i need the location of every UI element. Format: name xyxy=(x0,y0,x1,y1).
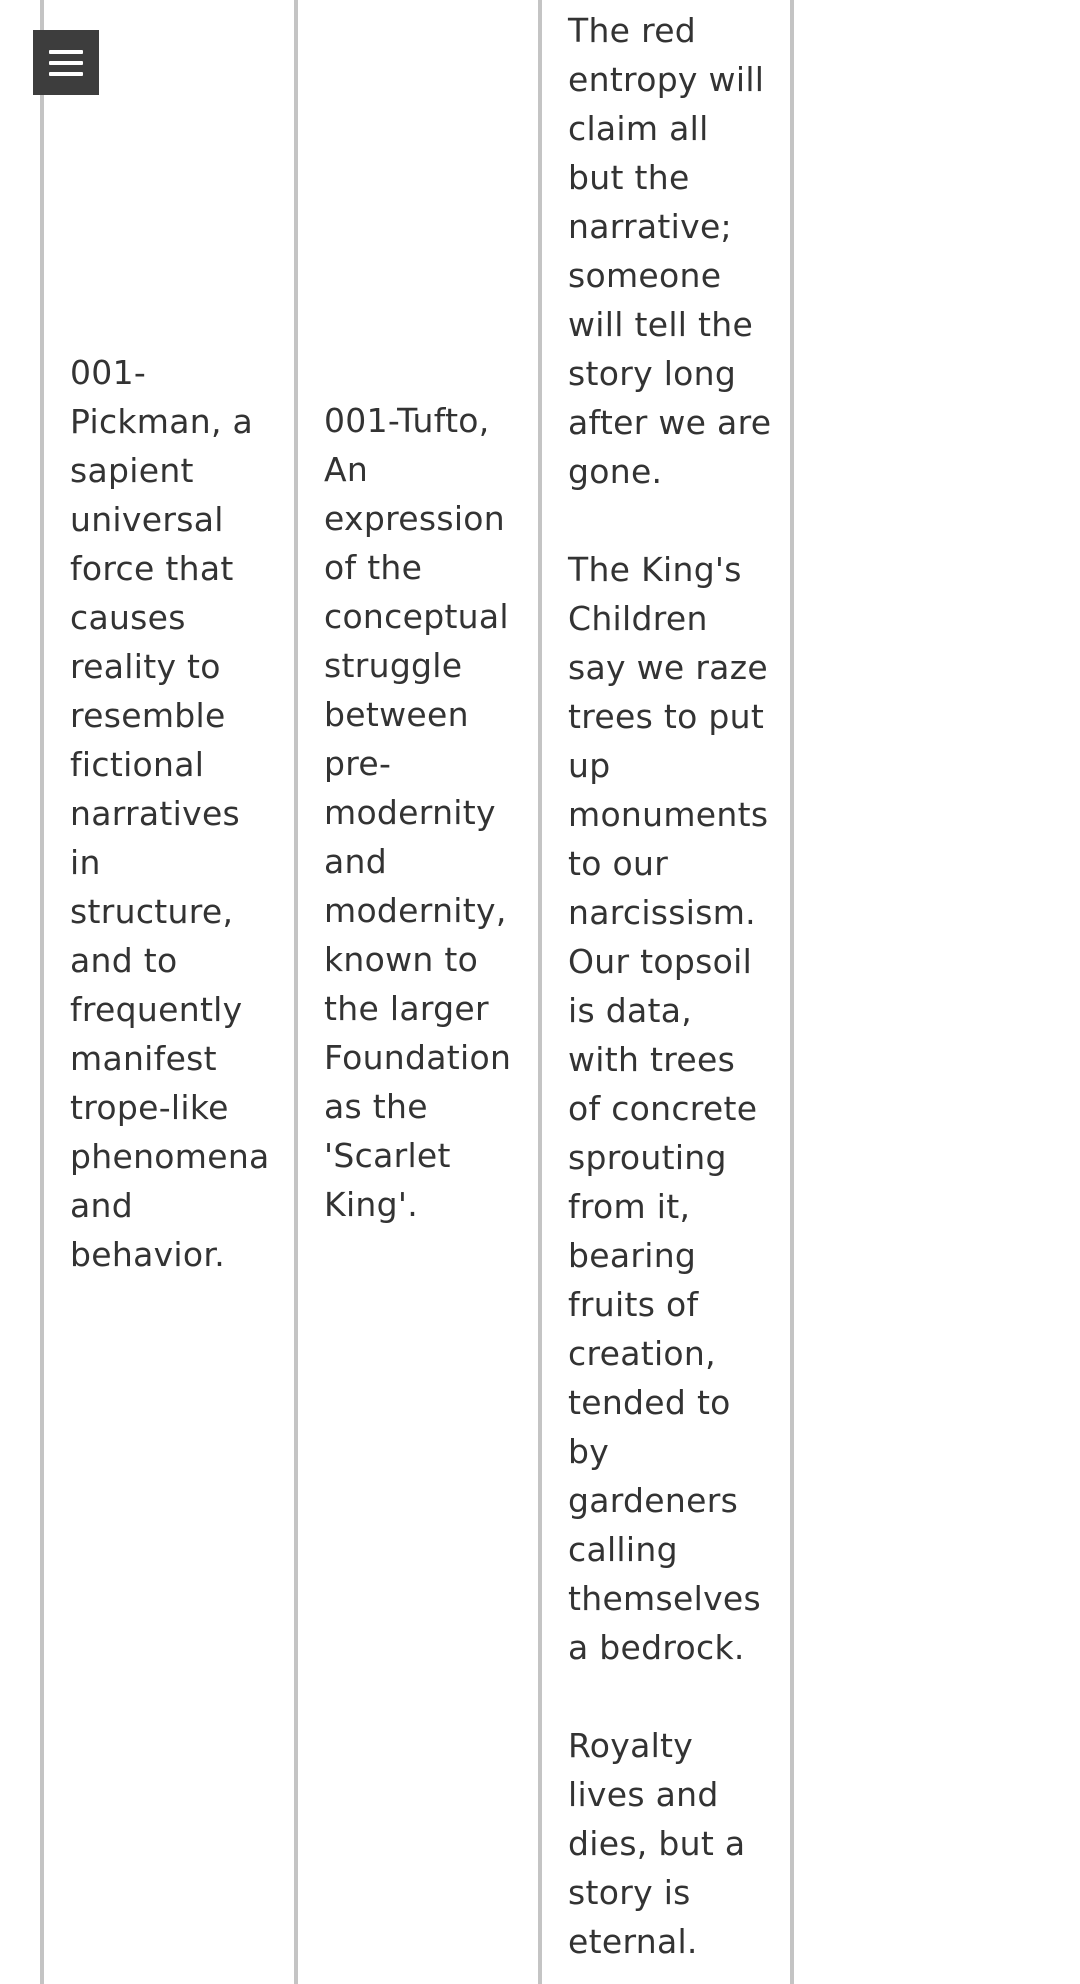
table-border-left xyxy=(40,0,44,1984)
cell-text: 001-Tufto, An expression of the conceptual struggle between pre-modernity and modernity, known to the larger Foundation as the 'Scarlet King'. xyxy=(324,401,512,1224)
quote-paragraph: Royalty lives and dies, but a story is eternal. xyxy=(568,1726,746,1961)
cell-text: 001-Pickman, a sapient universal force that causes reality to resemble fictional narratives in structure, and to frequently manifest trope-like phenomena and behavior. xyxy=(70,353,270,1274)
quote-paragraph: The red entropy will claim all but the narrative; someone will tell the story long after we are gone. xyxy=(568,11,772,491)
table-border-col1-col2 xyxy=(294,0,298,1984)
table-cell-quote xyxy=(568,6,773,1966)
quote-paragraph: The King's Children say we raze trees to put up monuments to our narcissism. Our topsoil is data, with trees of concrete sprouting from it, bearing fruits of creation, tended to by gardeners calling themselves a bedrock. xyxy=(568,550,769,1667)
table-border-col2-col3 xyxy=(538,0,542,1984)
table-cell-tufto xyxy=(324,396,524,1229)
table-cell-pickman xyxy=(70,348,270,1279)
menu-button[interactable] xyxy=(33,30,99,95)
hamburger-menu-icon xyxy=(49,50,83,76)
table-border-right xyxy=(790,0,794,1984)
